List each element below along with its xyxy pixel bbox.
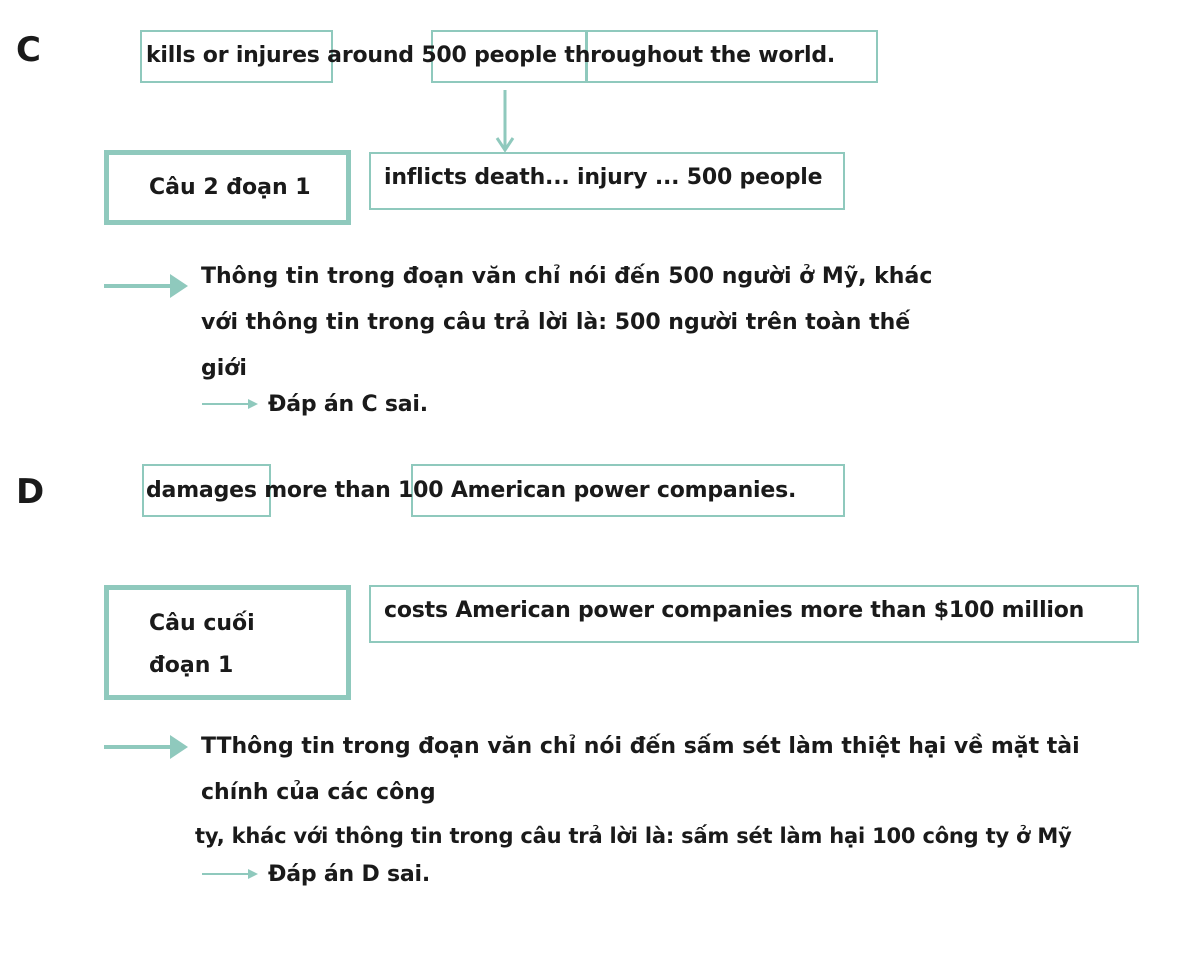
explanation-line: giới xyxy=(201,356,247,381)
quote-text: inflicts death... injury ... 500 people xyxy=(384,165,823,190)
explanation-line: TThông tin trong đoạn văn chỉ nói đến sấm sét làm thiệt hại về mặt tài xyxy=(201,734,1080,759)
small-right-arrow-icon xyxy=(202,397,260,411)
option-letter-d: D xyxy=(16,472,45,512)
reference-label: đoạn 1 xyxy=(149,653,234,678)
explanation-line: chính của các công xyxy=(201,780,436,805)
phrase-more-than: more than xyxy=(264,478,391,503)
explanation-line: Thông tin trong đoạn văn chỉ nói đến 500 người ở Mỹ, khác xyxy=(201,264,933,289)
option-letter-c: C xyxy=(16,30,41,70)
answer-d-sentence xyxy=(146,478,796,503)
phrase-kills-or-injures: kills or injures xyxy=(146,43,320,68)
small-right-arrow-icon xyxy=(202,867,260,881)
explanation-line: ty, khác với thông tin trong câu trả lời là: sấm sét làm hại 100 công ty ở Mỹ xyxy=(195,824,1072,848)
reference-box-c xyxy=(104,150,351,225)
explanation-c xyxy=(201,254,932,392)
quote-text: costs American power companies more than $100 million xyxy=(384,598,1085,623)
phrase-around: around xyxy=(327,43,414,68)
reference-label: Câu 2 đoạn 1 xyxy=(149,175,311,200)
phrase-throughout-world: throughout the world. xyxy=(564,43,836,68)
conclusion-d: Đáp án D sai. xyxy=(268,862,431,887)
explanation-line: với thông tin trong câu trả lời là: 500 người trên toàn thế xyxy=(201,310,911,335)
phrase-damages: damages xyxy=(146,478,257,503)
conclusion-c: Đáp án C sai. xyxy=(268,392,428,417)
reference-label: Câu cuối xyxy=(149,611,255,636)
explanation-d xyxy=(201,724,1080,816)
answer-c-sentence xyxy=(146,43,835,68)
quote-box-d xyxy=(369,585,1139,643)
phrase-500-people: 500 people xyxy=(421,43,557,68)
down-arrow-icon xyxy=(495,90,515,154)
quote-box-c xyxy=(369,152,845,210)
right-arrow-icon xyxy=(104,732,190,762)
right-arrow-icon xyxy=(104,271,190,301)
reference-box-d xyxy=(104,585,351,700)
phrase-100-american-companies: 100 American power companies. xyxy=(398,478,797,503)
